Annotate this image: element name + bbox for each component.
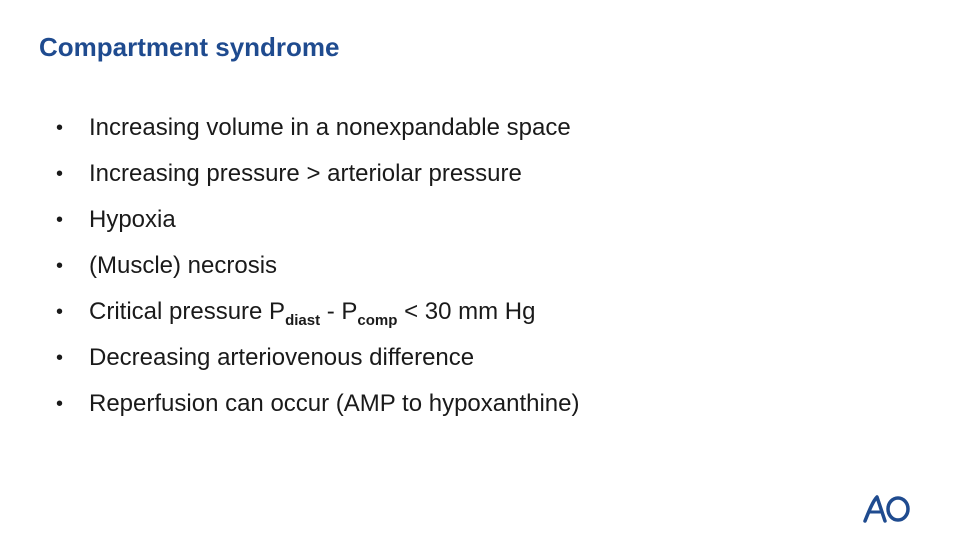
bullet-text: Reperfusion can occur (AMP to hypoxanthine) <box>89 390 580 417</box>
bullet-item <box>56 243 580 289</box>
bullet-item-critical-pressure <box>56 289 580 335</box>
slide-title: Compartment syndrome <box>39 32 340 62</box>
bullet-icon: • <box>56 116 64 139</box>
bullet-item <box>56 151 580 197</box>
bullet-item <box>56 105 580 151</box>
bullet-text: Hypoxia <box>89 206 176 233</box>
bullet-text: Increasing volume in a nonexpandable space <box>89 114 571 141</box>
bullet-text: Increasing pressure > arteriolar pressure <box>89 160 522 187</box>
diast-subscript: diast <box>285 312 321 329</box>
bullet-item <box>56 335 580 381</box>
ao-logo <box>863 495 911 523</box>
bullet-icon: • <box>56 162 64 185</box>
bullet-icon: • <box>56 254 64 277</box>
critical-pressure-prefix: Critical pressure P <box>89 298 286 325</box>
bullet-icon: • <box>56 346 64 369</box>
critical-pressure-mid: - P <box>320 298 358 325</box>
bullet-item <box>56 197 580 243</box>
bullet-list <box>56 105 580 427</box>
bullet-text <box>89 298 536 329</box>
bullet-text: (Muscle) necrosis <box>89 252 278 279</box>
bullet-icon: • <box>56 392 64 415</box>
comp-subscript: comp <box>357 312 398 329</box>
bullet-item <box>56 381 580 427</box>
bullet-icon: • <box>56 208 64 231</box>
bullet-icon: • <box>56 300 64 323</box>
bullet-text: Decreasing arteriovenous difference <box>89 344 475 371</box>
critical-pressure-suffix: < 30 mm Hg <box>397 298 536 325</box>
